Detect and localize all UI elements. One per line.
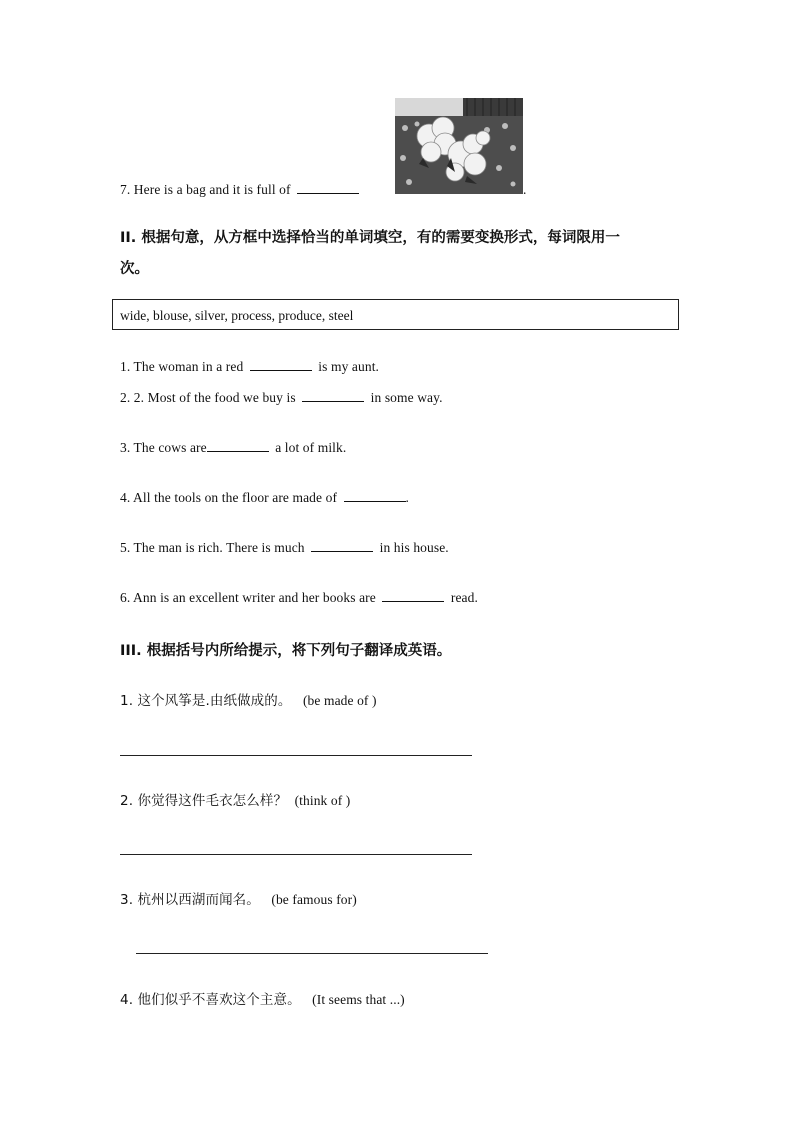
part2-heading-line1: II. 根据句意，从方框中选择恰当的单词填空，有的需要变换形式，每词限用一 [120,230,620,246]
question-hint: (be made of ) [302,693,377,708]
part3-question-3 [120,888,357,908]
answer-line-3[interactable] [136,953,488,954]
part2-question-2 [120,390,443,406]
answer-blank[interactable] [297,182,359,194]
question-text-end: is my aunt. [318,359,380,374]
word-bank-box [112,299,679,330]
answer-line-2[interactable] [120,854,472,855]
question-text: 1. The woman in a red [120,359,244,374]
question-hint: (It seems that ...) [312,992,405,1007]
answer-blank[interactable] [250,359,312,371]
part3-question-4 [120,988,405,1008]
part2-heading-line2: 次。 [120,261,149,277]
question-7-period: . [523,182,527,197]
answer-line-1[interactable] [120,755,472,756]
question-7 [120,182,362,198]
question-chinese: 1. 这个风筝是.由纸做成的。 [120,693,292,709]
question-chinese: 4. 他们似乎不喜欢这个主意。 [120,992,301,1008]
question-text: 2. 2. Most of the food we buy is [120,390,296,405]
question-text-end: read. [450,590,478,605]
part3-question-1 [120,689,377,709]
question-text-end: a lot of milk. [275,440,347,455]
answer-blank[interactable] [207,440,269,452]
part3-heading: III. 根据括号内所给提示，将下列句子翻译成英语。 [120,643,452,659]
question-text-end: . [405,490,410,505]
answer-blank[interactable] [302,390,364,402]
question-hint: (be famous for) [271,892,357,907]
part2-question-4 [120,490,409,506]
cotton-photo [395,98,523,194]
question-text: 5. The man is rich. There is much [120,540,305,555]
part2-question-3 [120,440,346,456]
question-text: 6. Ann is an excellent writer and her books are [120,590,376,605]
word-bank-text: wide, blouse, silver, process, produce, steel [120,308,354,323]
question-text-end: in his house. [379,540,449,555]
question-text-end: in some way. [370,390,443,405]
question-text: 4. All the tools on the floor are made of [120,490,338,505]
question-7-text: 7. Here is a bag and it is full of [120,182,291,197]
question-chinese: 3. 杭州以西湖而闻名。 [120,892,260,908]
part3-question-2 [120,789,350,809]
answer-blank[interactable] [311,540,373,552]
question-text: 3. The cows are [120,440,207,455]
part2-question-6 [120,590,478,606]
question-chinese: 2. 你觉得这件毛衣怎么样？ [120,793,288,809]
part2-question-5 [120,540,449,556]
answer-blank[interactable] [344,490,406,502]
answer-blank[interactable] [382,590,444,602]
part2-question-1 [120,359,379,375]
question-hint: (think of ) [294,793,351,808]
